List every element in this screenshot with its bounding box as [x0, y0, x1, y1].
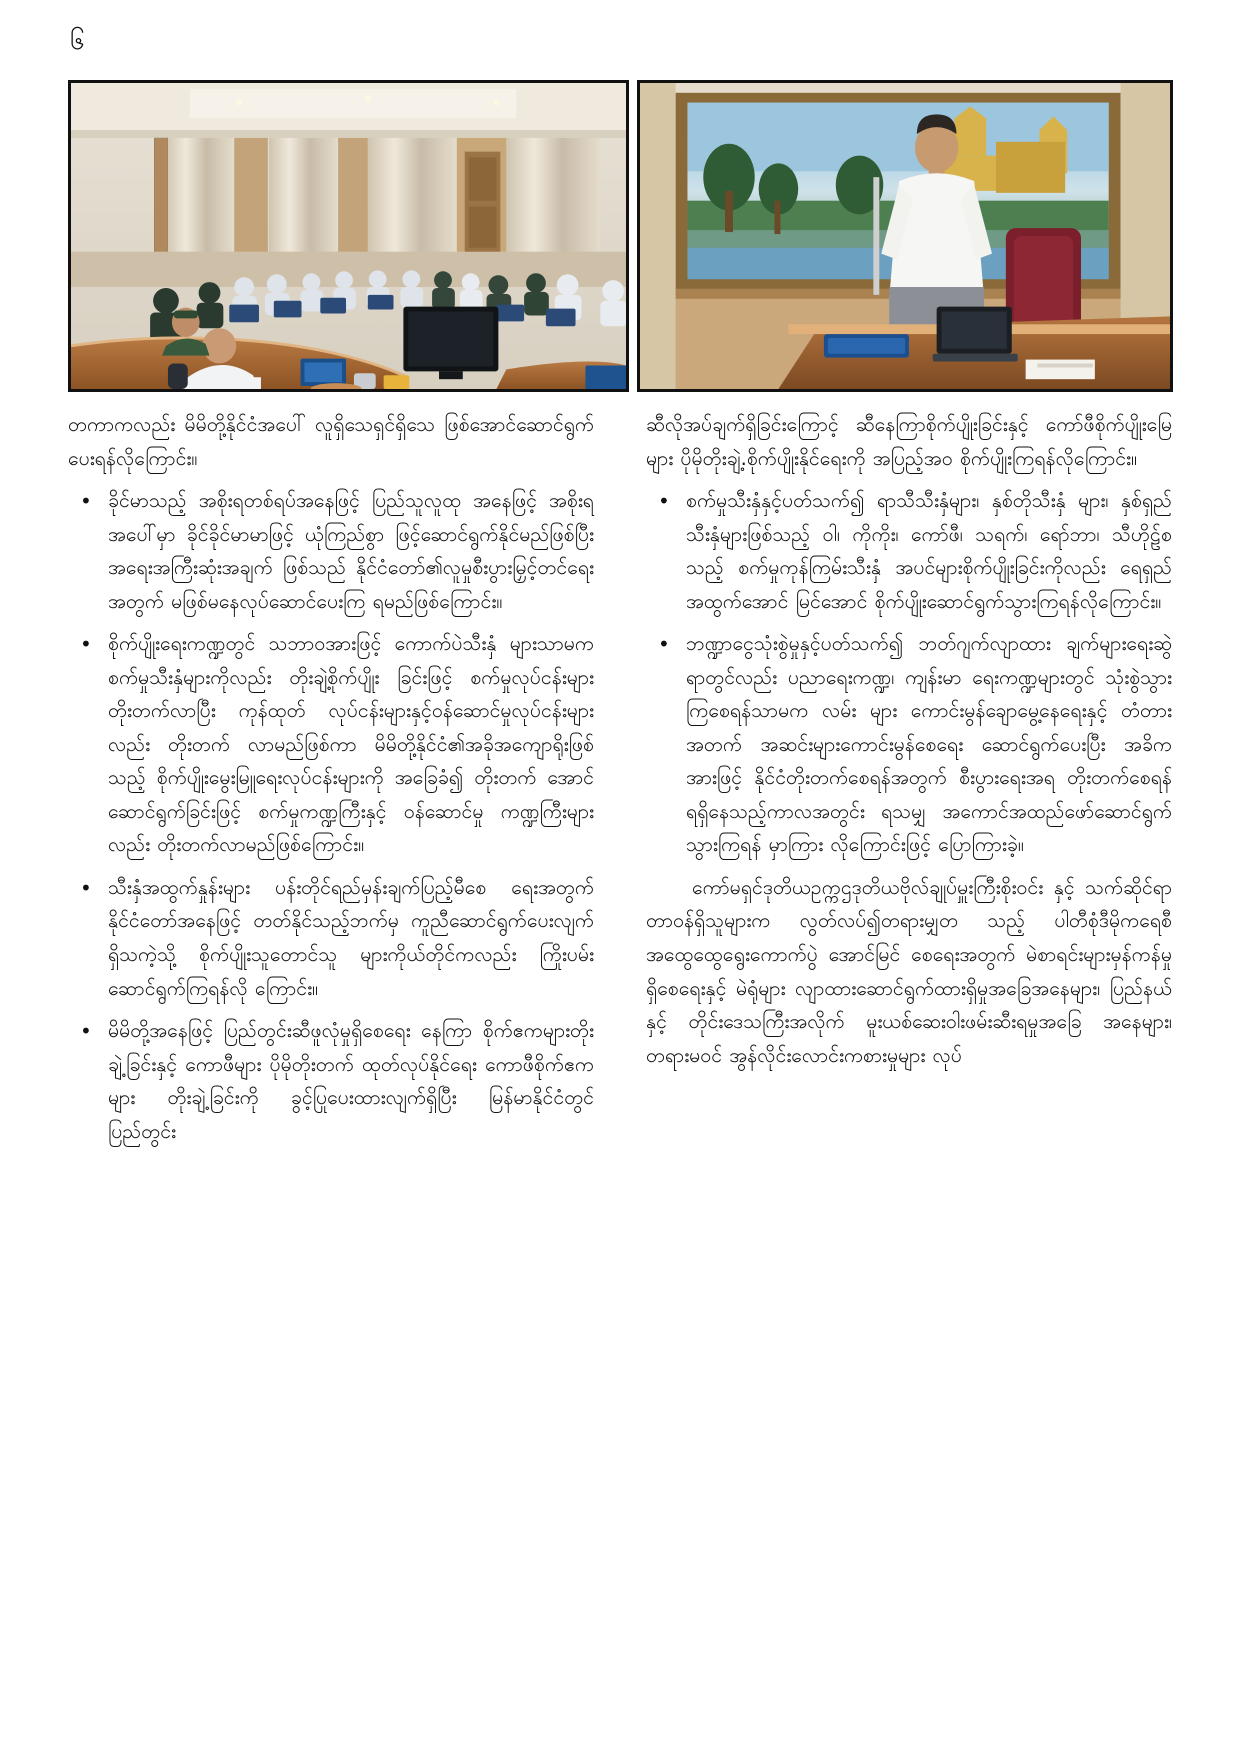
text-columns — [68, 408, 1173, 1157]
speaker-illustration — [640, 83, 1170, 389]
list-item: • ခိုင်မာသည့် အစိုးရတစ်ရပ်အနေဖြင့် ပြည်သူလူထု အနေဖြင့် အစိုးရအပေါ်မှာ ခိုင်ခိုင်မာမာဖြင့် ယုံကြည်စွာ ဖြင့်ဆောင်ရွက်နိုင်မည်ဖြစ်ပြီး အရေးအကြီးဆုံးအချက် ဖြစ်သည် နိုင်ငံတော်၏လူမှုစီးပွားမြှင့်တင်ရေးအတွက် မဖြစ်မနေလုပ်ဆောင်ပေးကြ ရမည်ဖြစ်ကြောင်း။ — [68, 484, 594, 618]
right-bullet-list — [646, 484, 1172, 862]
meeting-hall-illustration — [71, 83, 626, 389]
speaker-podium-photo — [637, 80, 1173, 392]
list-item: • ဘဏ္ဍာငွေသုံးစွဲမှုနှင့်ပတ်သက်၍ ဘတ်ဂျက်လျာထား ချက်များရေးဆွဲရာတွင်လည်း ပညာရေးကဏ္ဍ၊ ကျန်းမာ ရေးကဏ္ဍများတွင် သုံးစွဲသွားကြစေရန်သာမက လမ်း များ ကောင်းမွန်ချောမွေ့နေရေးနှင့် တံတားအတက် အဆင်းများကောင်းမွန်စေရေး ဆောင်ရွက်ပေးပြီး အခိက အားဖြင့် နိုင်ငံတိုးတက်စေရန်အတွက် စီးပွားရေးအရ တိုးတက်စေရန် ရရှိနေသည့်ကာလအတွင်း ရသမျှ အကောင်အထည်ဖော်ဆောင်ရွက်သွားကြရန် မှာကြား လိုကြောင်းဖြင့် ပြောကြားခဲ့။ — [646, 627, 1172, 862]
page-number: ၆ — [70, 26, 85, 56]
right-continuation-paragraph: ဆီလိုအပ်ချက်ရှိခြင်းကြောင့် ဆီနေကြာစိုက်ပျိုးခြင်းနှင့် ကော်ဖီစိုက်ပျိုးမြေများ ပိုမိုတိုးချဲ့.စိုက်ပျိုးနိုင်ရေးကို အပြည့်အဝ စိုက်ပျိုးကြရန်လိုကြောင်း။ — [646, 413, 1172, 470]
meeting-hall-photo — [68, 80, 629, 392]
right-closing-paragraph: ကော်မရှင်ဒုတိယဥက္ကဌဒုတိယဗိုလ်ချုပ်မှူးကြီးစိုးဝင်း နှင့် သက်ဆိုင်ရာတာဝန်ရှိသူများက လွတ်လပ်၍တရားမျှတ သည့် ပါတီစုံဒီမိုကရေစီအထွေထွေရွေးကောက်ပွဲ အောင်မြင် စေရေးအတွက် မဲစာရင်းများမှန်ကန်မှုရှိစေရေးနှင့် မဲရုံများ လျာထားဆောင်ရွက်ထားရှိမှုအခြေအနေများ၊ ပြည်နယ်နှင့် တိုင်းဒေသကြီးအလိုက် မူးယစ်ဆေးဝါးဖမ်းဆီးရမှုအခြေ အနေများ၊ တရားမဝင် အွန်လိုင်းလောင်းကစားမှုများ လုပ် — [646, 875, 1172, 1067]
photo-row — [68, 80, 1173, 392]
left-column — [68, 408, 594, 1157]
list-item: • စက်မှုသီးနှံနှင့်ပတ်သက်၍ ရာသီသီးနှံများ၊ နှစ်တိုသီးနှံ များ၊ နှစ်ရှည်သီးနှံများဖြစ်သည့် ဝါ၊ ကိုကိုး၊ ကော်ဖီ၊ သရက်၊ ရော်ဘာ၊ သီဟိုဠ်စသည့် စက်မှုကုန်ကြမ်းသီးနှံ အပင်များစိုက်ပျိုးခြင်းကိုလည်း ရေရှည်အထွက်အောင် မြင်အောင် စိုက်ပျိုးဆောင်ရွက်သွားကြရန်လိုကြောင်း။ — [646, 484, 1172, 618]
list-item: • သီးနှံအထွက်နှုန်းများ ပန်းတိုင်ရည်မှန်းချက်ပြည့်မီစေ ရေးအတွက် နိုင်ငံတော်အနေဖြင့် တတ်နိုင်သည့်ဘက်မှ ကူညီဆောင်ရွက်ပေးလျက်ရှိသကဲ့သို့ စိုက်ပျိုးသူတောင်သူ များကိုယ်တိုင်ကလည်း ကြိုးပမ်းဆောင်ရွက်ကြရန်လို ကြောင်း။ — [68, 871, 594, 1005]
right-column — [646, 408, 1172, 1157]
left-bullet-list — [68, 484, 594, 1148]
left-intro-paragraph: တကာကလည်း မိမိတို့နိုင်ငံအပေါ် လူရှိသေရှင်ရှိသေ ဖြစ်အောင်ဆောင်ရွက်ပေးရန်လိုကြောင်း။ — [68, 413, 594, 470]
list-item: • မိမိတို့အနေဖြင့် ပြည်တွင်းဆီဖူလုံမှုရှိစေရေး နေကြာ စိုက်ဧကများတိုးချဲ့ခြင်းနှင့် ကောဖီများ ပိုမိုတိုးတက် ထုတ်လုပ်နိုင်ရေး ကောဖီစိုက်ဧကများ တိုးချဲ့ခြင်းကို ခွင့်ပြုပေးထားလျက်ရှိပြီး မြန်မာနိုင်ငံတွင် ပြည်တွင်း — [68, 1014, 594, 1148]
list-item: • စိုက်ပျိုးရေးကဏ္ဍတွင် သဘာဝအားဖြင့် ကောက်ပဲသီးနှံ များသာမက စက်မှုသီးနှံများကိုလည်း တိုးချဲ့စိုက်ပျိုး ခြင်းဖြင့် စက်မှုလုပ်ငန်းများတိုးတက်လာပြီး ကုန်ထုတ် လုပ်ငန်းများနှင့်ဝန်ဆောင်မှုလုပ်ငန်းများလည်း တိုးတက် လာမည်ဖြစ်ကာ မိမိတို့နိုင်ငံ၏အခိုအကျောရိုးဖြစ်သည့် စိုက်ပျိုးမွေးမြူရေးလုပ်ငန်းများကို အခြေခံ၍ တိုးတက် အောင်ဆောင်ရွက်ခြင်းဖြင့် စက်မှုကဏ္ဍကြီးနှင့် ဝန်ဆောင်မှု ကဏ္ဍကြီးများလည်း တိုးတက်လာမည်ဖြစ်ကြောင်း။ — [68, 627, 594, 862]
